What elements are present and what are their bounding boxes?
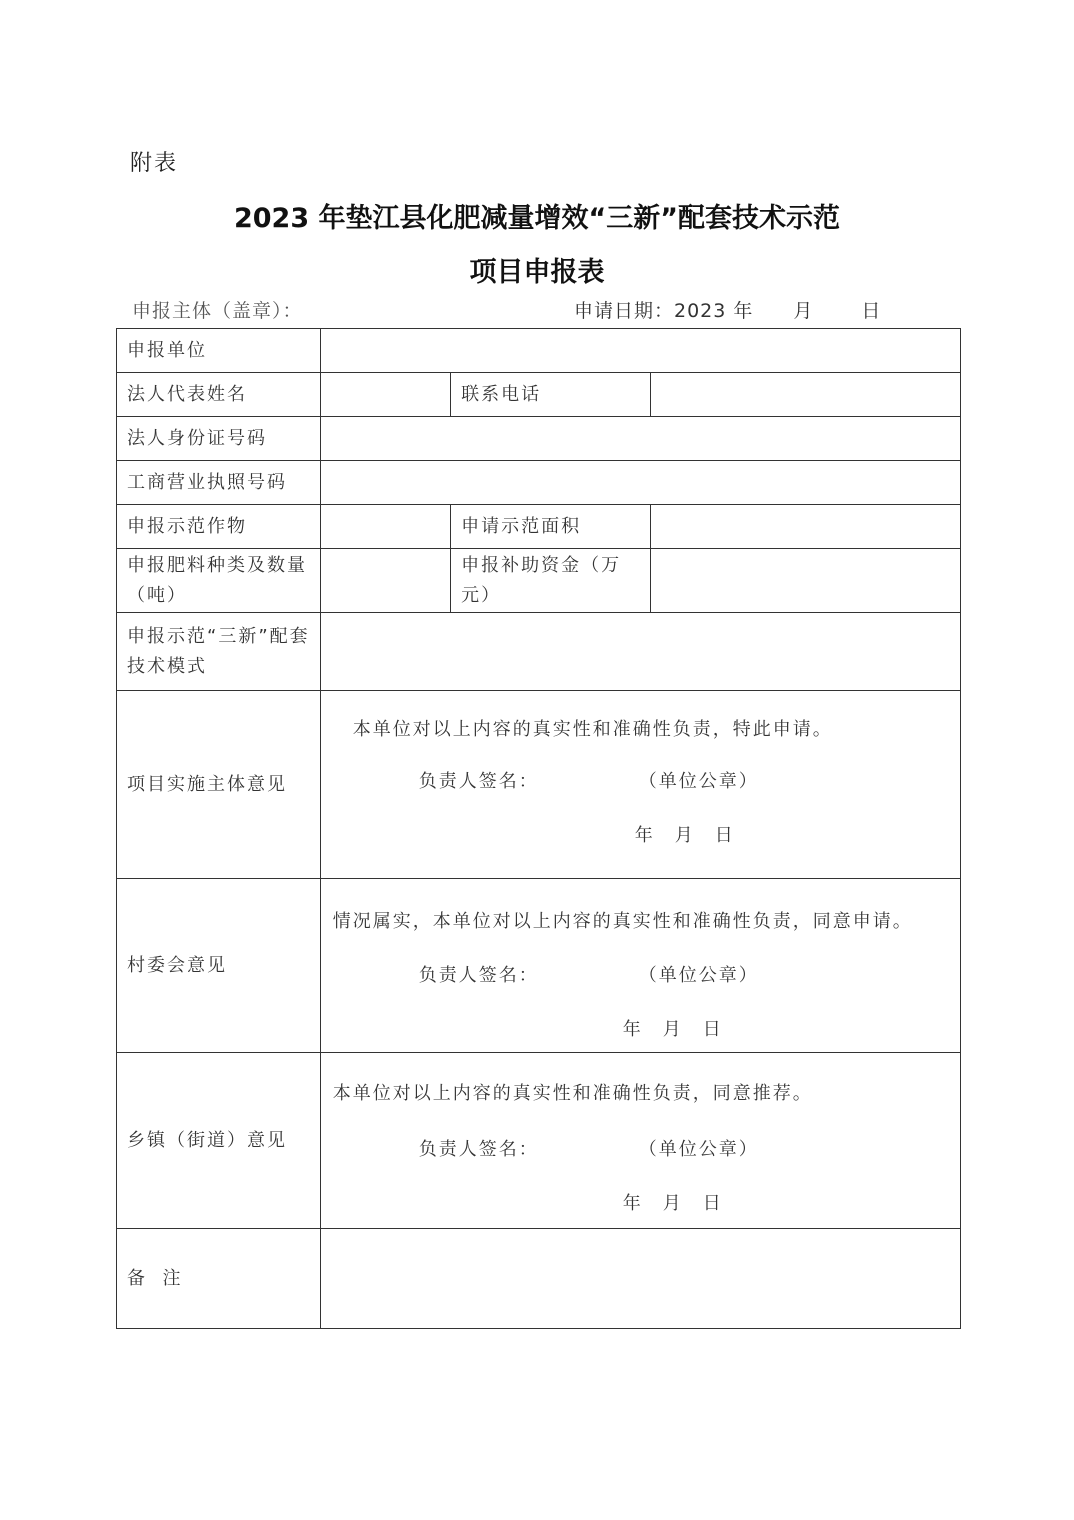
label-fertilizer: 申报肥料种类及数量（吨） bbox=[117, 549, 321, 613]
town-seal-label: （单位公章） bbox=[638, 1139, 759, 1160]
label-impl-opinion: 项目实施主体意见 bbox=[117, 691, 321, 879]
field-remarks[interactable] bbox=[320, 1229, 960, 1329]
label-crop: 申报示范作物 bbox=[117, 505, 321, 549]
application-date bbox=[574, 296, 881, 323]
impl-seal-label: （单位公章） bbox=[638, 771, 759, 792]
village-seal-label: （单位公章） bbox=[638, 965, 759, 986]
field-area[interactable] bbox=[650, 505, 960, 549]
date-month-label: 月 bbox=[793, 300, 814, 322]
applicant-label: 申报主体（盖章）： bbox=[132, 300, 303, 322]
date-day-label: 日 bbox=[861, 300, 882, 322]
field-license[interactable] bbox=[320, 461, 960, 505]
village-opinion-cell[interactable] bbox=[320, 879, 960, 1053]
label-village-opinion: 村委会意见 bbox=[117, 879, 321, 1053]
label-remarks: 备 注 bbox=[117, 1229, 321, 1329]
label-mode: 申报示范“三新”配套技术模式 bbox=[117, 613, 321, 691]
field-unit[interactable] bbox=[320, 329, 960, 373]
attachment-label: 附表 bbox=[130, 151, 179, 176]
town-opinion-cell[interactable] bbox=[320, 1053, 960, 1229]
label-legal-id: 法人身份证号码 bbox=[117, 417, 321, 461]
field-mode[interactable] bbox=[320, 613, 960, 691]
label-unit: 申报单位 bbox=[117, 329, 321, 373]
page-subtitle: 项目申报表 bbox=[469, 257, 605, 288]
label-town-opinion: 乡镇（街道）意见 bbox=[117, 1053, 321, 1229]
label-subsidy: 申报补助资金（万元） bbox=[451, 549, 651, 613]
impl-date-label: 年 月 日 bbox=[634, 825, 735, 846]
field-legal-id[interactable] bbox=[320, 417, 960, 461]
label-phone: 联系电话 bbox=[451, 373, 651, 417]
label-legal-name: 法人代表姓名 bbox=[117, 373, 321, 417]
label-license: 工商营业执照号码 bbox=[117, 461, 321, 505]
field-fertilizer[interactable] bbox=[320, 549, 450, 613]
town-signer-label: 负责人签名： bbox=[418, 1139, 539, 1160]
village-opinion-text: 情况属实，本单位对以上内容的真实性和准确性负责，同意申请。 bbox=[332, 911, 913, 932]
page-title: 2023 年垫江县化肥减量增效“三新”配套技术示范 bbox=[233, 203, 841, 234]
impl-opinion-cell[interactable] bbox=[320, 691, 960, 879]
date-year-label: 申请日期：2023 年 bbox=[574, 300, 754, 322]
field-phone[interactable] bbox=[650, 373, 960, 417]
label-area: 申请示范面积 bbox=[451, 505, 651, 549]
village-signer-label: 负责人签名： bbox=[418, 965, 539, 986]
village-date-label: 年 月 日 bbox=[622, 1019, 723, 1040]
application-form bbox=[116, 328, 961, 1329]
impl-opinion-text: 本单位对以上内容的真实性和准确性负责，特此申请。 bbox=[352, 719, 833, 740]
impl-signer-label: 负责人签名： bbox=[418, 771, 539, 792]
town-opinion-text: 本单位对以上内容的真实性和准确性负责，同意推荐。 bbox=[332, 1083, 813, 1104]
town-date-label: 年 月 日 bbox=[622, 1193, 723, 1214]
field-crop[interactable] bbox=[320, 505, 450, 549]
field-subsidy[interactable] bbox=[650, 549, 960, 613]
field-legal-name[interactable] bbox=[320, 373, 450, 417]
